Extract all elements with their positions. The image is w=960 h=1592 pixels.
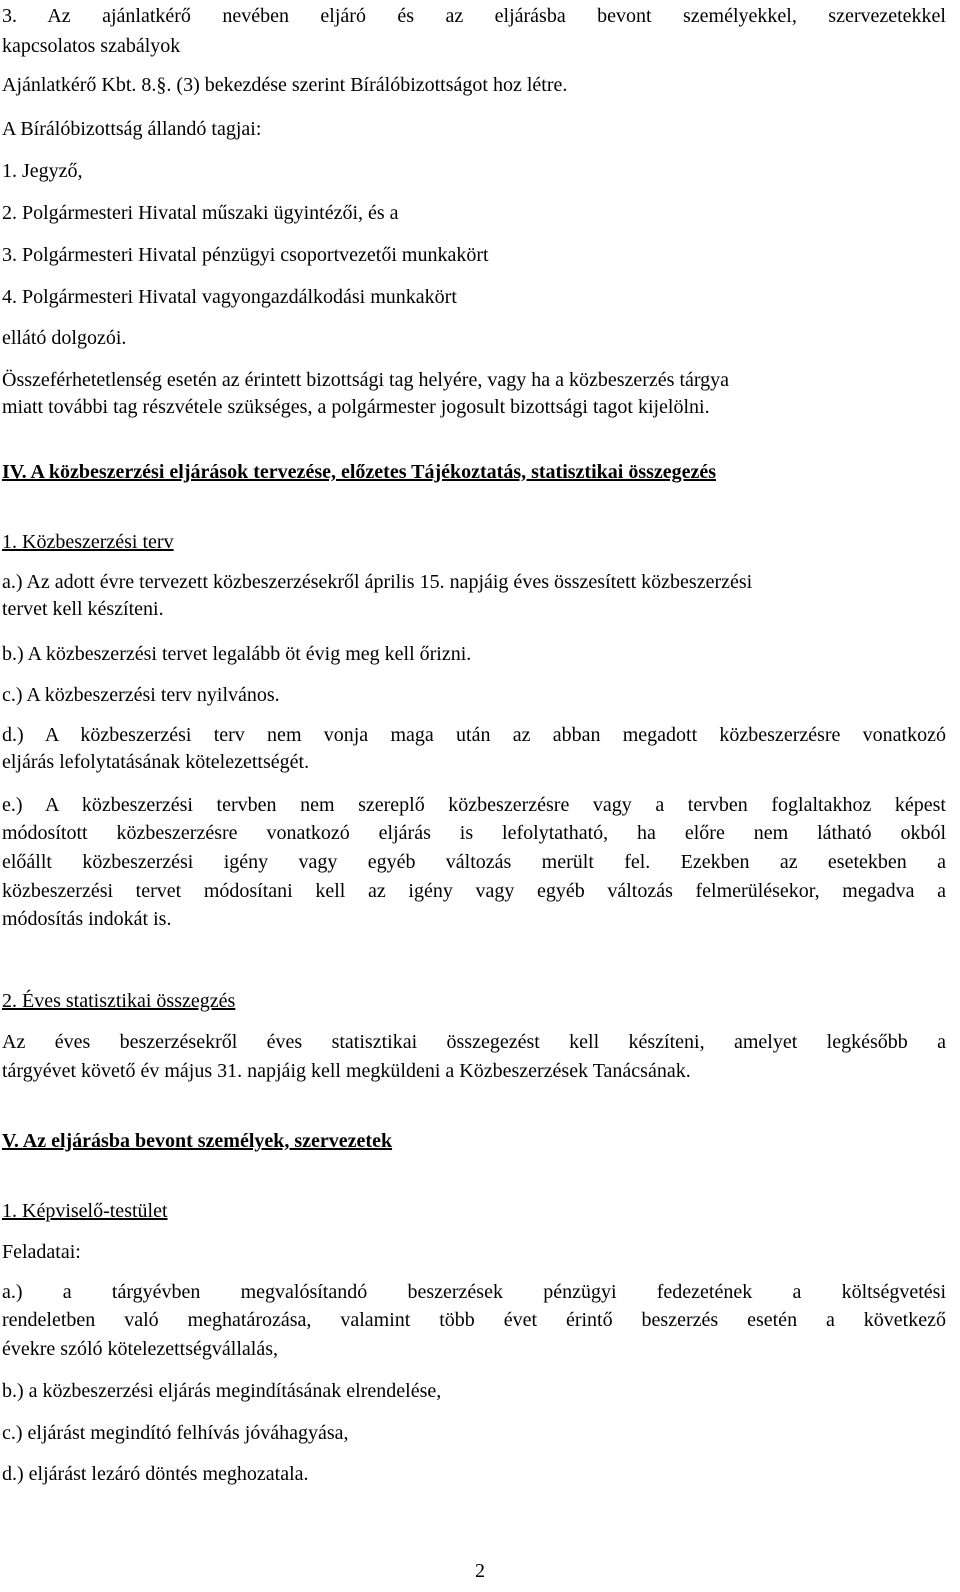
item-e-line4: közbeszerzési tervet módosítani kell az igény vagy egyéb változás felmerülésekor, megadva a — [2, 880, 946, 902]
paragraph-ellato: ellátó dolgozói. — [2, 327, 127, 349]
statisztika-line2: tárgyévet követő év május 31. napjáig kell megküldeni a Közbeszerzések Tanácsának. — [2, 1060, 691, 1082]
paragraph-tagjai: A Bírálóbizottság állandó tagjai: — [2, 118, 262, 140]
section-3-title-line1: 3. Az ajánlatkérő nevében eljáró és az eljárásba bevont személyekkel, szervezetekkel — [2, 5, 946, 27]
item-e-line5: módosítás indokát is. — [2, 908, 172, 930]
member-item-4: 4. Polgármesteri Hivatal vagyongazdálkodási munkakört — [2, 286, 457, 308]
paragraph-bizottsag: Ajánlatkérő Kbt. 8.§. (3) bekezdése szerint Bírálóbizottságot hoz létre. — [2, 74, 568, 96]
item-b: b.) A közbeszerzési tervet legalább öt évig meg kell őrizni. — [2, 643, 472, 665]
item-d-line1: d.) A közbeszerzési terv nem vonja maga után az abban megadott közbeszerzésre vonatkozó — [2, 724, 946, 746]
paragraph-osszeferhetetlenseg-line2: miatt további tag részvétele szükséges, a polgármester jogosult bizottsági tagot kijelölni. — [2, 396, 710, 418]
chapter-4-heading: IV. A közbeszerzési eljárások tervezése, előzetes Tájékoztatás, statisztikai összegezés — [2, 461, 717, 483]
item-d-line2: eljárás lefolytatásának kötelezettségét. — [2, 751, 310, 773]
task-a-line3: évekre szóló kötelezettségvállalás, — [2, 1338, 278, 1360]
task-c: c.) eljárást megindító felhívás jóváhagyása, — [2, 1422, 349, 1444]
item-e-line1: e.) A közbeszerzési tervben nem szereplő közbeszerzésre vagy a tervben foglaltakhoz képest — [2, 794, 946, 816]
section-3-title-line2: kapcsolatos szabályok — [2, 35, 181, 57]
chapter-5-heading: V. Az eljárásba bevont személyek, szervezetek — [2, 1130, 393, 1152]
member-item-1: 1. Jegyző, — [2, 160, 83, 182]
item-e-line3: előállt közbeszerzési igény vagy egyéb változás merült fel. Ezekben az esetekben a — [2, 851, 946, 873]
subheading-kozbeszerzesi-terv: 1. Közbeszerzési terv — [2, 531, 174, 553]
item-a-line1: a.) Az adott évre tervezett közbeszerzésekről április 15. napjáig éves összesített közbeszerzési — [2, 571, 753, 593]
item-c: c.) A közbeszerzési terv nyilvános. — [2, 684, 280, 706]
item-a-line2: tervet kell készíteni. — [2, 598, 164, 620]
member-item-2: 2. Polgármesteri Hivatal műszaki ügyintézői, és a — [2, 202, 399, 224]
label-feladatai: Feladatai: — [2, 1241, 81, 1263]
task-a-line2: rendeletben való meghatározása, valamint több évet érintő beszerzés esetén a következő — [2, 1309, 946, 1331]
page-number: 2 — [475, 1560, 485, 1582]
item-e-line2: módosított közbeszerzésre vonatkozó eljárás is lefolytatható, ha előre nem látható okból — [2, 822, 946, 844]
task-b: b.) a közbeszerzési eljárás megindításának elrendelése, — [2, 1380, 442, 1402]
task-d: d.) eljárást lezáró döntés meghozatala. — [2, 1463, 309, 1485]
statisztika-line1: Az éves beszerzésekről éves statisztikai összegezést kell készíteni, amelyet legkésőbb a — [2, 1031, 946, 1053]
subheading-kepviselo-testulet: 1. Képviselő-testület — [2, 1200, 168, 1222]
task-a-line1: a.) a tárgyévben megvalósítandó beszerzések pénzügyi fedezetének a költségvetési — [2, 1281, 946, 1303]
paragraph-osszeferhetetlenseg-line1: Összeférhetetlenség esetén az érintett bizottsági tag helyére, vagy ha a közbeszerzés tárgya — [2, 369, 730, 391]
subheading-eves-statisztikai: 2. Éves statisztikai összegzés — [2, 990, 236, 1012]
member-item-3: 3. Polgármesteri Hivatal pénzügyi csoportvezetői munkakört — [2, 244, 489, 266]
